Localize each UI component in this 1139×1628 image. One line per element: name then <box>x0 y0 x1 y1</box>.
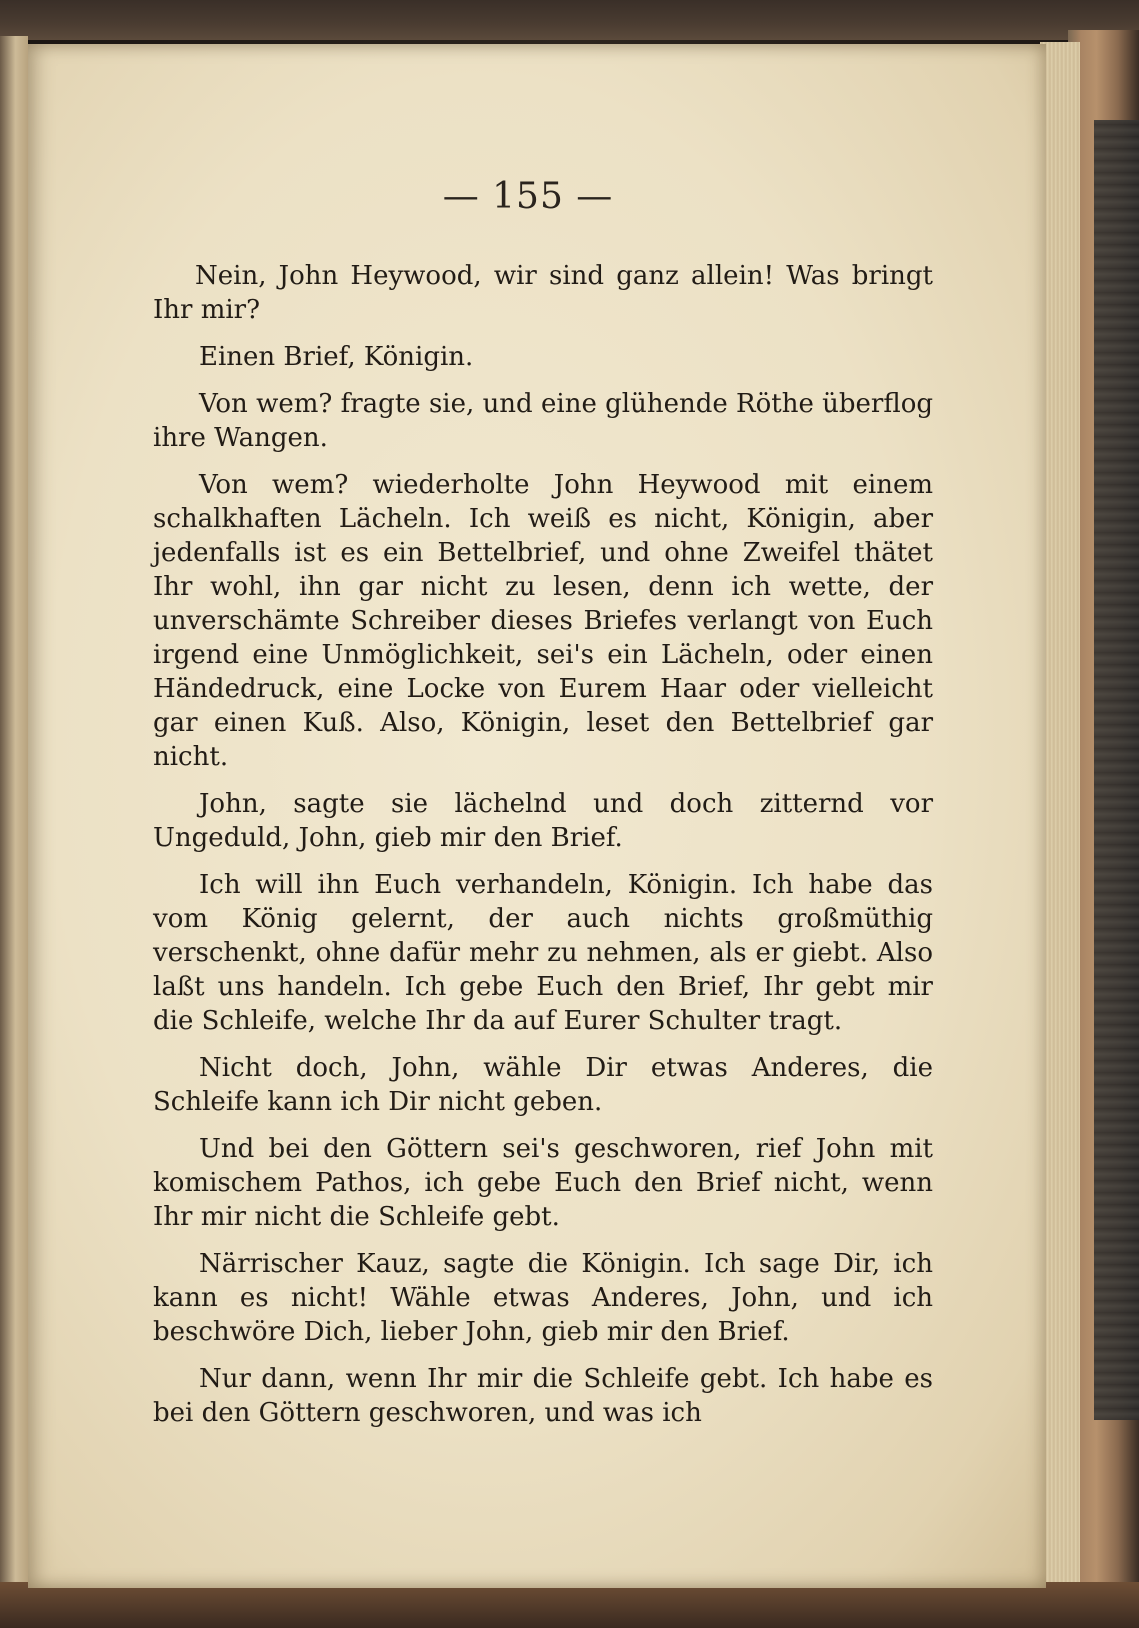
book-page <box>28 44 1046 1588</box>
paragraph: Einen Brief, Königin. <box>199 342 474 372</box>
paragraph: Von wem? wiederholte John Heywood mit einem schalkhaften Lächeln. Ich weiß es nicht, Königin, aber jedenfalls ist es ein Bettelbrief, und ohne Zweifel thätet Ihr wohl, ihn gar nicht zu lesen, denn ich wette, der unverschämte Schreiber dieses Briefes verlangt von Euch irgend eine Unmöglichkeit, sei's ein Lächeln, oder einen Händedruck, eine Locke von Eurem Haar oder vielleicht gar einen Kuß. Also, Königin, leset den Bettelbrief gar nicht. <box>153 470 933 772</box>
paragraph: Und bei den Göttern sei's geschworen, rief John mit komischem Pathos, ich gebe Euch den Brief nicht, wenn Ihr mir nicht die Schleife gebt. <box>153 1134 933 1232</box>
paragraph: Ich will ihn Euch verhandeln, Königin. Ich habe das vom König gelernt, der auch nichts großmüthig verschenkt, ohne dafür mehr zu nehmen, als er giebt. Also laßt uns handeln. Ich gebe Euch den Brief, Ihr gebt mir die Schleife, welche Ihr da auf Eurer Schulter tragt. <box>153 870 933 1036</box>
paragraph: Von wem? fragte sie, und eine glühende Röthe überflog ihre Wangen. <box>153 389 933 453</box>
book-top-edge <box>0 0 1139 40</box>
paragraph: Nur dann, wenn Ihr mir die Schleife gebt. Ich habe es bei den Göttern geschworen, und was ich <box>153 1364 933 1428</box>
paragraph: Närrischer Kauz, sagte die Königin. Ich sage Dir, ich kann es nicht! Wähle etwas Anderes, John, und ich beschwöre Dich, lieber John, gieb mir den Brief. <box>153 1249 933 1347</box>
paragraph: Nicht doch, John, wähle Dir etwas Anderes, die Schleife kann ich Dir nicht geben. <box>153 1053 933 1117</box>
paragraph: John, sagte sie lächelnd und doch zitternd vor Ungeduld, John, gieb mir den Brief. <box>153 789 933 853</box>
book-bottom-edge <box>0 1582 1139 1628</box>
paragraph: Nein, John Heywood, wir sind ganz allein! Was bringt Ihr mir? <box>153 261 933 325</box>
facing-page-edge <box>0 36 28 1588</box>
page-number: — 155 — <box>442 176 614 217</box>
book-cover-binding <box>1094 120 1139 1420</box>
page-body-text <box>153 259 933 1443</box>
page-stack-edge <box>1040 42 1080 1590</box>
